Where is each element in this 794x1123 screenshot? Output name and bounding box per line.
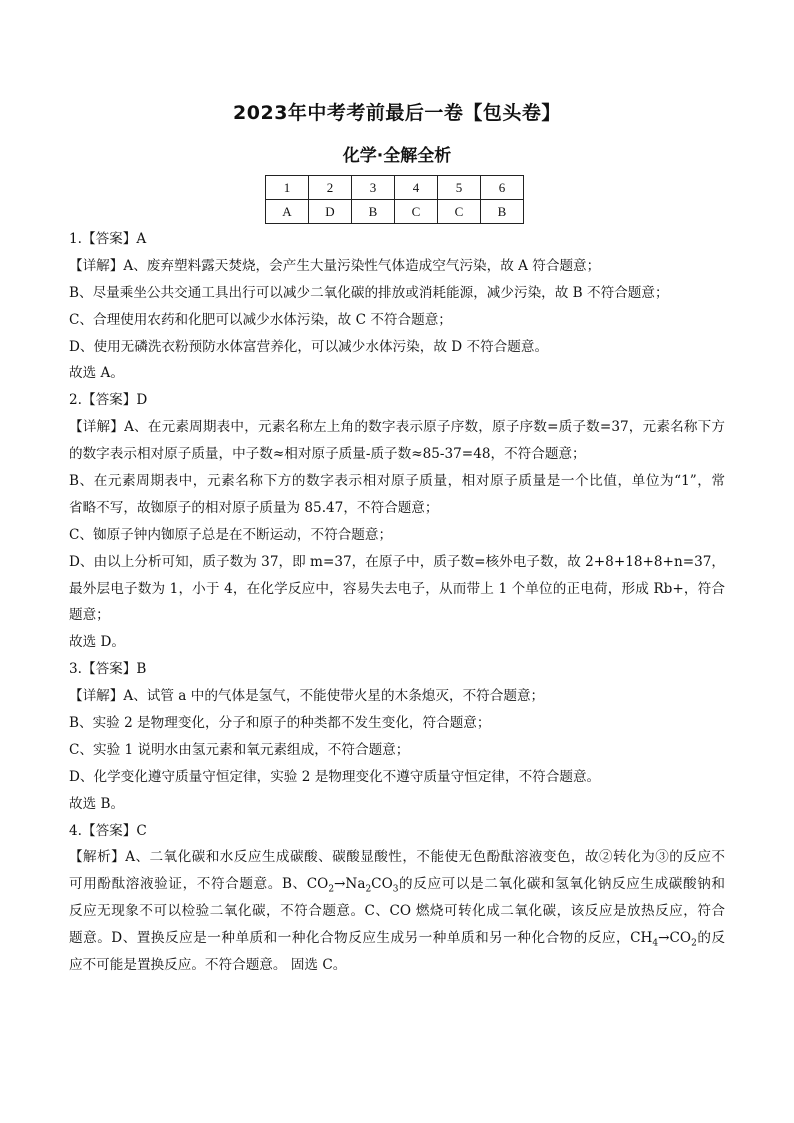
answer-cell: B: [352, 200, 395, 224]
q3-conclusion: 故选 B。: [69, 795, 125, 812]
q4-explanation-line: [69, 871, 725, 898]
q2-explanation-line: 【详解】A、在元素周期表中，元素名称左上角的数字表示原子序数，原子序数=质子数=37，元素名称下方: [69, 419, 725, 436]
q2-conclusion: 故选 D。: [69, 634, 126, 651]
q4-text-segment: 题意。D、置换反应是一种单质和一种化合物反应生成另一种单质和另一种化合物的反应，CH: [69, 930, 653, 947]
question-number-cell: 1: [266, 176, 309, 200]
answer-table-answer-row: [266, 200, 524, 224]
q1-explanation-line: D、使用无磷洗衣粉预防水体富营养化，可以减少水体污染，故 D 不符合题意。: [69, 338, 549, 355]
q1-explanation-line: 【详解】A、废弃塑料露天焚烧，会产生大量污染性气体造成空气污染，故 A 符合题意；: [69, 257, 601, 274]
q4-text-segment: CO: [371, 876, 393, 893]
question-number-cell: 6: [481, 176, 524, 200]
question-number-cell: 5: [438, 176, 481, 200]
answer-cell: C: [395, 200, 438, 224]
q4-explanation-line: 【解析】A、二氧化碳和水反应生成碳酸、碳酸显酸性，不能使无色酚酞溶液变色，故②转化为③的反应不: [69, 849, 725, 866]
page-title: 2023年中考考前最后一卷【包头卷】: [233, 102, 561, 124]
subscript: 2: [691, 938, 697, 949]
answer-cell: C: [438, 200, 481, 224]
answer-cell: A: [266, 200, 309, 224]
q1-explanation-line: C、合理使用农药和化肥可以减少水体污染，故 C 不符合题意；: [69, 311, 452, 328]
q4-text-segment: 的反应可以是二氧化碳和氢氧化钠反应生成碳酸钠和: [398, 876, 725, 893]
page-subtitle: 化学·全解全析: [342, 146, 452, 166]
q1-explanation-line: B、尽量乘坐公共交通工具出行可以减少二氧化碳的排放或消耗能源，减少污染，故 B 不符合题意；: [69, 284, 669, 301]
q2-explanation-line: D、由以上分析可知，质子数为 37，即 m=37，在原子中，质子数=核外电子数，故 2+8+18+8+n=37，: [69, 553, 725, 570]
subscript: 3: [392, 885, 399, 896]
answer-cell: B: [481, 200, 524, 224]
q2-explanation-line: 省略不写，故铷原子的相对原子质量为 85.47，不符合题意；: [69, 499, 439, 516]
q3-explanation-line: 【详解】A、试管 a 中的气体是氢气，不能使带火星的木条熄灭，不符合题意；: [69, 688, 545, 705]
q1-conclusion: 故选 A。: [69, 365, 124, 382]
answer-table-number-row: [266, 176, 524, 200]
q2-explanation-line: B、在元素周期表中，元素名称下方的数字表示相对原子质量，相对原子质量是一个比值，单位为“1”，常: [69, 473, 725, 490]
question-number-cell: 3: [352, 176, 395, 200]
q3-answer: 3.【答案】B: [69, 661, 147, 678]
question-number-cell: 4: [395, 176, 438, 200]
q3-explanation-line: D、化学变化遵守质量守恒定律，实验 2 是物理变化不遵守质量守恒定律，不符合题意。: [69, 768, 601, 785]
answer-cell: D: [309, 200, 352, 224]
q2-explanation-line: 题意；: [69, 607, 110, 624]
subscript: 2: [365, 885, 372, 896]
q2-answer: 2.【答案】D: [69, 392, 148, 409]
subscript: 2: [328, 885, 335, 896]
q4-answer: 4.【答案】C: [69, 822, 147, 839]
q4-text-segment: →Na: [334, 876, 366, 893]
q4-text-segment: 可用酚酞溶液验证，不符合题意。B、CO: [69, 876, 329, 893]
q3-explanation-line: C、实验 1 说明水由氢元素和氧元素组成，不符合题意；: [69, 741, 410, 758]
q2-explanation-line: C、铷原子钟内铷原子总是在不断运动，不符合题意；: [69, 526, 393, 543]
q2-explanation-line: 的数字表示相对原子质量，中子数≈相对原子质量-质子数≈85-37=48，不符合题意；: [69, 446, 586, 463]
q1-answer: 1.【答案】A: [69, 231, 147, 247]
q4-explanation-line: [69, 925, 725, 952]
subscript: 4: [652, 938, 659, 949]
answer-table: [265, 175, 524, 224]
q3-explanation-line: B、实验 2 是物理变化，分子和原子的种类都不发生变化，符合题意；: [69, 715, 491, 732]
q4-explanation-line: 反应无现象不可以检验二氧化碳，不符合题意。C、CO 燃烧可转化成二氧化碳，该反应是放热反应，符合: [69, 903, 725, 920]
solutions-body: [69, 226, 725, 979]
question-number-cell: 2: [309, 176, 352, 200]
q4-text-segment: →CO: [658, 930, 692, 947]
q4-text-segment: 的反: [696, 930, 725, 947]
q2-explanation-line: 最外层电子数为 1，小于 4，在化学反应中，容易失去电子，从而带上 1 个单位的正电荷，形成 Rb+，符合: [69, 580, 725, 597]
q4-conclusion: 应不可能是置换反应。不符合题意。 固选 C。: [69, 957, 347, 974]
